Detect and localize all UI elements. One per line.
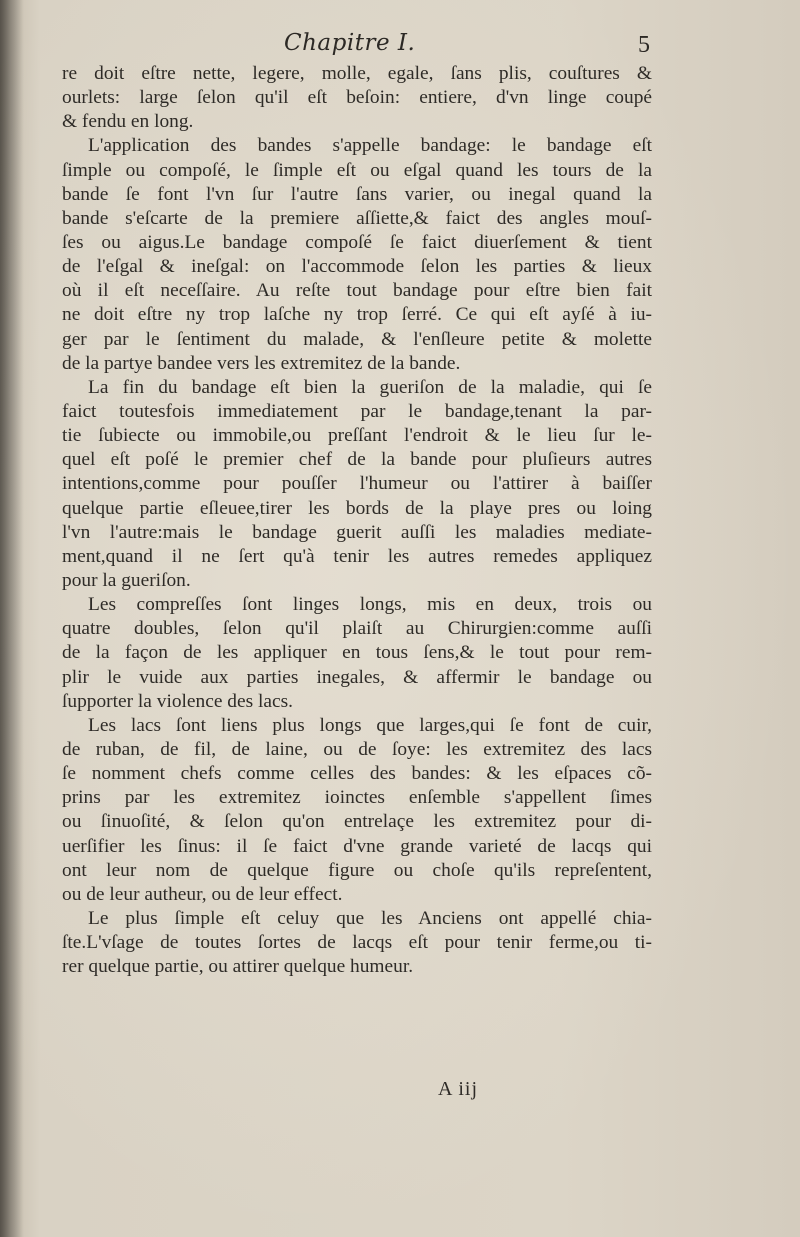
text-line: uerſifier les ſinus: il ſe faict d'vne grande varieté de lacqs qui [62,835,652,857]
paragraph [62,376,652,593]
text-line: tie ſubiecte ou immobile,ou preſſant l'endroit & le lieu ſur le- [62,425,652,447]
text-line: Le plus ſimple eſt celuy que les Anciens ont appellé chia- [88,907,652,929]
text-line: Les compreſſes ſont linges longs, mis en deux, trois ou [88,594,652,616]
text-line: quelque partie eſleuee,tirer les bords de la playe pres ou loing [62,497,652,519]
text-line: Les lacs ſont liens plus longs que larges,qui ſe font de cuir, [88,714,652,736]
paragraph [62,907,652,979]
paragraph [62,62,652,134]
signature-mark: A iij [438,1078,479,1100]
text-line: quatre doubles, ſelon qu'il plaiſt au Chirurgien:comme auſſi [62,618,652,640]
text-line: l'vn l'autre:mais le bandage guerit auſſi les maladies mediate- [62,521,652,543]
text-line: ment,quand il ne ſert qu'à tenir les autres remedes appliquez [62,545,652,567]
text-line: où il eſt neceſſaire. Au reſte tout bandage pour eſtre bien fait [62,280,652,302]
running-head: Chapitre I. [284,30,416,56]
text-line: La fin du bandage eſt bien la gueriſon de la maladie, qui ſe [88,376,652,398]
body-text [62,62,652,979]
page-number: 5 [638,32,650,58]
text-line: ne doit eſtre ny trop laſche ny trop ſerré. Ce qui eſt ayſé à iu- [62,304,652,326]
text-line: ſupporter la violence des lacs. [62,690,293,712]
text-line: bande s'eſcarte de la premiere aſſiette,& faict des angles mouſ- [62,207,652,229]
text-line: & fendu en long. [62,111,194,133]
text-line: de ruban, de fil, de laine, ou de ſoye: les extremitez des lacs [62,738,652,760]
text-line: de la partye bandee vers les extremitez de la bande. [62,352,461,374]
text-line: ou ſinuoſité, & ſelon qu'on entrelaçe les extremitez pour di- [62,811,652,833]
text-line: de la façon de les appliquer en tous ſens,& le tout pour rem- [62,642,652,664]
text-line: prins par les extremitez ioinctes enſemble s'appellent ſimes [62,787,652,809]
text-line: ſimple ou compoſé, le ſimple eſt ou eſgal quand les tours de la [62,159,652,181]
text-line: bande ſe font l'vn ſur l'autre ſans varier, ou inegal quand la [62,183,652,205]
text-line: ou de leur autheur, ou de leur effect. [62,883,343,905]
text-line: faict toutesfois immediatement par le bandage,tenant la par- [62,400,652,422]
text-line: ourlets: large ſelon qu'il eſt beſoin: entiere, d'vn linge coupé [62,87,652,109]
text-line: ont leur nom de quelque figure ou choſe qu'ils repreſentent, [62,859,652,881]
text-line: pour la gueriſon. [62,569,191,591]
page-header [62,28,650,64]
gutter-shadow [0,0,24,1237]
text-line: ſes ou aigus.Le bandage compoſé ſe faict diuerſement & tient [62,231,652,253]
paragraph [62,714,652,907]
text-line: plir le vuide aux parties inegales, & affermir le bandage ou [62,666,652,688]
text-line: ſe nomment chefs comme celles des bandes: & les eſpaces cõ- [62,763,652,785]
paragraph [62,134,652,375]
text-line: quel eſt poſé le premier chef de la bande pour pluſieurs autres [62,449,652,471]
text-line: rer quelque partie, ou attirer quelque humeur. [62,956,414,978]
text-line: ſte.L'vſage de toutes ſortes de lacqs eſt pour tenir ferme,ou ti- [62,932,652,954]
text-line: ger par le ſentiment du malade, & l'enſleure petite & molette [62,328,652,350]
text-line: re doit eſtre nette, legere, molle, egale, ſans plis, couſtures & [62,63,652,84]
text-line: de l'eſgal & ineſgal: on l'accommode ſelon les parties & lieux [62,256,652,278]
paragraph [62,593,652,714]
text-line: intentions,comme pour pouſſer l'humeur ou l'attirer à baiſſer [62,473,652,495]
text-line: L'application des bandes s'appelle bandage: le bandage eſt [88,135,652,157]
